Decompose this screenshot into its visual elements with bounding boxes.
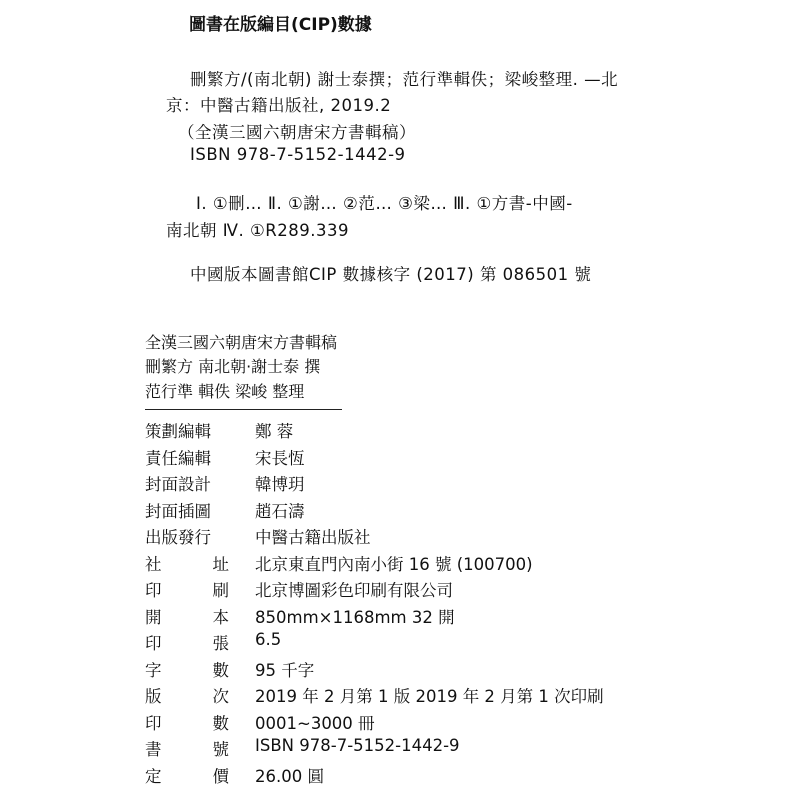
cip-line-classification-2: 南北朝 Ⅳ. ①R289.339 [166,221,349,240]
credit-value: 2019 年 2 月第 1 版 2019 年 2 月第 1 次印刷 [255,687,604,706]
credit-value: 6.5 [255,630,282,649]
credit-value: 95 千字 [255,660,315,680]
credit-label: 封面設計 [145,475,211,494]
credit-label: 書 號 [145,740,229,759]
credit-value: 鄭 蓉 [255,422,294,441]
series-title: 全漢三國六朝唐宋方書輯稿 [145,333,338,352]
credit-label: 版 次 [145,687,229,706]
credit-label: 出版發行 [145,528,211,547]
credit-label: 社 址 [145,554,229,574]
credit-value: 中醫古籍出版社 [255,528,371,547]
credit-label: 策劃編輯 [145,422,211,441]
credit-label: 印 刷 [145,581,229,600]
cip-line-isbn: ISBN 978-7-5152-1442-9 [190,145,406,164]
book-author-line: 刪繁方 南北朝·謝士泰 撰 [145,357,321,376]
credit-value: 韓博玥 [255,475,305,494]
credit-value: 850mm×1168mm 32 開 [255,607,455,627]
credit-label: 字 數 [145,660,229,680]
credit-value: 北京東直門內南小街 16 號 (100700) [255,554,533,574]
editor-line: 范行準 輯佚 梁峻 整理 [145,382,305,401]
credit-value: ISBN 978-7-5152-1442-9 [255,736,460,755]
credit-value: 宋長恆 [255,448,305,468]
credit-label: 開 本 [145,607,229,627]
cip-heading: 圖書在版編目(CIP)數據 [189,15,372,35]
credit-label: 責任編輯 [145,448,211,468]
credit-label: 印 張 [145,634,229,653]
credit-value: 趙石濤 [255,501,305,521]
cip-line-classification-1: Ⅰ. ①刪… Ⅱ. ①謝… ②范… ③梁… Ⅲ. ①方書-中國- [196,194,573,213]
credit-value: 北京博圖彩色印刷有限公司 [255,581,453,600]
credit-label: 印 數 [145,713,229,733]
cip-line-series: （全漢三國六朝唐宋方書輯稿） [178,123,416,142]
credit-value: 0001~3000 冊 [255,713,375,733]
credit-value: 26.00 圓 [255,766,324,786]
cip-data-number: 中國版本圖書館CIP 數據核字 (2017) 第 086501 號 [190,265,592,284]
cip-line-title: 刪繁方/(南北朝) 謝士泰撰；范行準輯佚；梁峻整理. —北 [190,70,619,89]
cip-line-publisher: 京：中醫古籍出版社, 2019.2 [166,96,392,115]
credit-label: 封面插圖 [145,501,211,521]
credit-label: 定 價 [145,766,229,786]
divider-rule [145,409,342,410]
